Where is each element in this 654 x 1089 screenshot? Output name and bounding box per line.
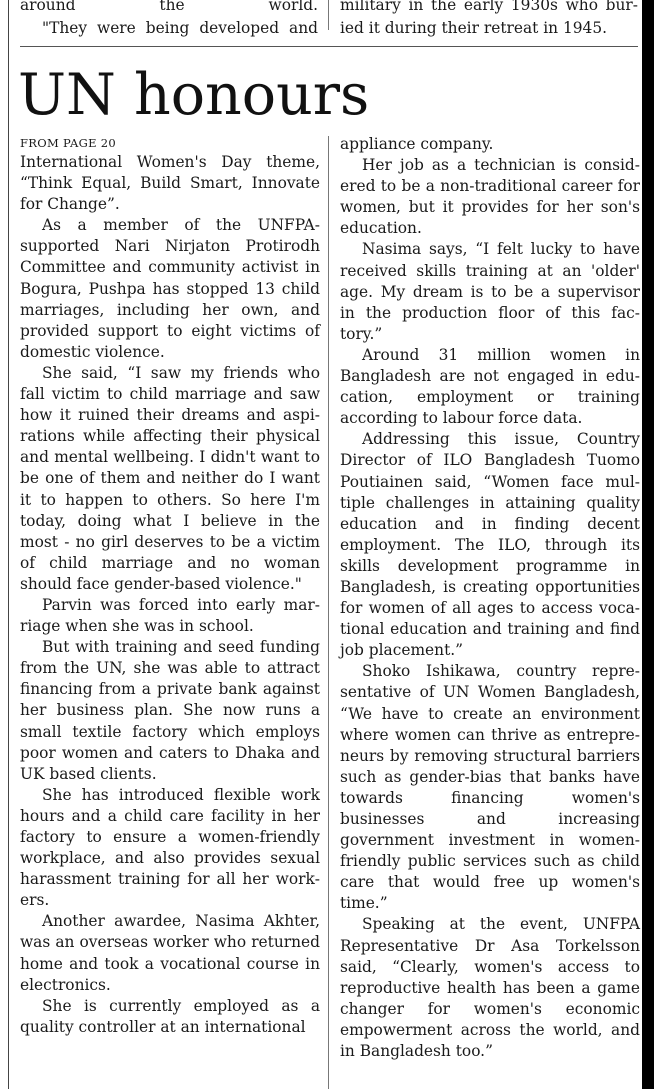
paragraph: She said, “I saw my friends who fall victim to child marriage and saw how it ruined their dreams and aspirations while affecting their physical and mental wellbeing. I didn't want to be one of them and neither do I want it to happen to others. So here I'm today, doing what I believe in the most - no girl deserves to be a victim of child marriage and no woman should face gender-based violence." <box>20 363 320 593</box>
paragraph: She has introduced flexible work hours and a child care facility in her factory to ensure a women-friendly workplace, and also provides sexual harassment training for all her workers. <box>20 785 320 910</box>
paragraph: Nasima says, “I felt lucky to have received skills training at an 'older' age. My dream is to be a supervisor in the production floor of this factory.” <box>340 240 640 343</box>
paragraph: But with training and seed funding from the UN, she was able to attract financing from a private bank against her business plan. She now runs a small textile factory which employs poor women and caters to Dhaka and UK based clients. <box>20 638 320 783</box>
paragraph: Parvin was forced into early marriage when she was in school. <box>20 595 320 636</box>
previous-article-line: military in the early 1930s who bur- <box>340 0 638 14</box>
paragraph: As a member of the UNFPA-supported Nari Nirjaton Protirodh Committee and community activist in Bogura, Pushpa has stopped 13 child marriages, including her own, and provided support to eight victims of domestic violence. <box>20 216 320 361</box>
dateline: FROM PAGE 20 <box>20 136 116 150</box>
article-left-column <box>20 134 320 1038</box>
paragraph: Another awardee, Nasima Akhter, was an overseas worker who returned home and took a vocational course in electronics. <box>20 912 320 994</box>
previous-article-right-column <box>340 0 638 40</box>
previous-article-line: around the world. <box>20 0 318 14</box>
paragraph: Around 31 million women in Bangladesh are not engaged in education, employment or training according to labour force data. <box>340 345 640 428</box>
column-gutter <box>328 136 329 1089</box>
article-right-column <box>340 134 640 1062</box>
page-border-right <box>642 0 654 1089</box>
paragraph: She is currently employed as a quality controller at an international <box>20 996 320 1036</box>
paragraph: Her job as a technician is considered to be a non-traditional career for women, but it provides for her son's education. <box>340 156 640 238</box>
paragraph: appliance company. <box>340 135 494 153</box>
previous-article-left-column <box>20 0 318 40</box>
paragraph: Addressing this issue, Country Director of ILO Bangladesh Tuomo Poutiainen said, “Women face multiple challenges in attaining quality education and in finding decent employment. The ILO, through its skills development programme in Bangladesh, is creating opportunities for women of all ages to access vocational education and training and find job placement.” <box>340 430 640 660</box>
previous-article-line: ied it during their retreat in 1945. <box>340 19 608 37</box>
section-divider <box>20 46 638 47</box>
headline: UN honours <box>18 62 370 128</box>
paragraph: Shoko Ishikawa, country representative of UN Women Bangladesh, “We have to create an environment where women can thrive as entrepreneurs by removing structural barriers such as gender-bias that banks have towards financing women's businesses and increasing government investment in women-friendly public services such as child care that would free up women's time.” <box>340 662 640 913</box>
previous-article-tail <box>20 0 640 37</box>
previous-article-line: "They were being developed and <box>42 19 318 37</box>
paragraph: Speaking at the event, UNFPA Representative Dr Asa Torkelsson said, “Clearly, women's access to reproductive health has been a game changer for women's economic empowerment across the world, and in Bangladesh too.” <box>340 915 640 1061</box>
page-border-left <box>8 0 9 1089</box>
paragraph: International Women's Day theme, “Think Equal, Build Smart, Innovate for Change”. <box>20 153 320 214</box>
